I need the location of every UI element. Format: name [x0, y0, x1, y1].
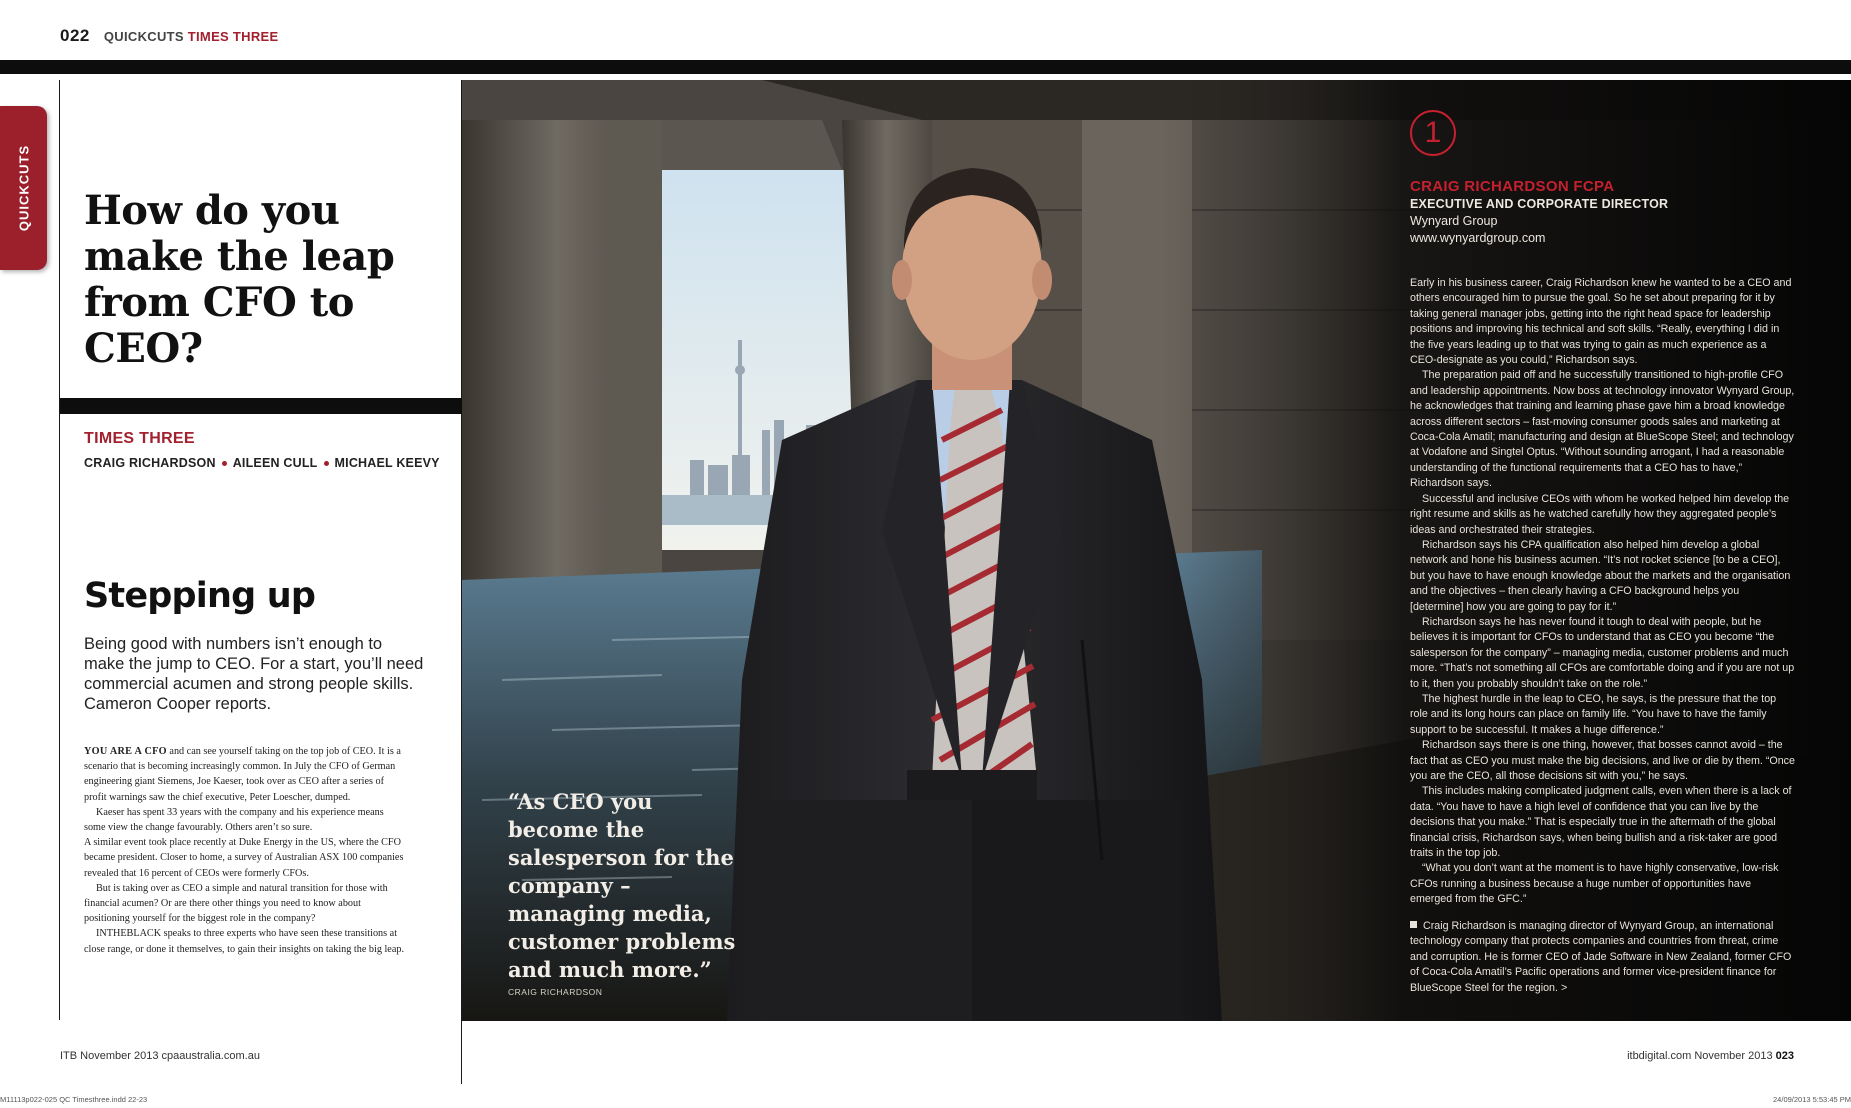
top-rule: [0, 60, 1851, 74]
profile-number-badge: 1: [1410, 110, 1456, 156]
footer-right: [1627, 1050, 1794, 1062]
continue-arrow-icon: >: [1560, 981, 1568, 994]
feature-headline: How do you make the leap from CFO to CEO?: [84, 187, 395, 372]
body-paragraph: YOU ARE A CFO and can see yourself taking on the top job of CEO. It is a scenario that is becoming increasingly common. In July the CFO of German engineering giant Siemens, Joe Kaeser, took over as CEO after a series of profit warnings saw the chief executive, Peter Loescher, dumped.: [84, 746, 401, 803]
pull-quote-attribution: CRAIG RICHARDSON: [508, 987, 603, 997]
body-lead: YOU ARE A CFO: [84, 746, 167, 757]
profile-paragraph: The highest hurdle in the leap to CEO, he says, is the pressure that the top role and its long hours can place on family life. “You have to have the family support to be successful. It makes a huge difference.”: [1410, 692, 1777, 736]
profile-paragraph: Early in his business career, Craig Richardson knew he wanted to be a CEO and others encouraged him to pursue the goal. So he set about preparing for it by taking general manager jobs, getting into the right head space for leadership positions and improving his technical and soft skills. “Really, everything I did in the five years leading up to that was trying to gain as much experience as a CEO-designate as you could,” Richardson says.: [1410, 277, 1792, 367]
quickcuts-tab: [0, 106, 47, 270]
body-paragraph: INTHEBLACK speaks to three experts who have seen these transitions at close range, or done it themselves, to gain their insights on taking the big leap.: [84, 928, 404, 955]
profile-paragraph: Successful and inclusive CEOs with whom he worked helped him develop the right resume and skills as he watched carefully how they aggregated people’s ideas and orchestrated their strategies.: [1410, 492, 1790, 536]
profile-paragraph: “What you don’t want at the moment is to have highly conservative, low-risk CFOs running a business because a huge number of opportunities have emerged from the GFC.”: [1410, 862, 1779, 906]
profile-role: EXECUTIVE AND CORPORATE DIRECTOR: [1410, 197, 1669, 211]
bullet-dot: [324, 461, 329, 466]
profile-url[interactable]: www.wynyardgroup.com: [1410, 231, 1546, 245]
people-line: [84, 456, 440, 470]
series-label: TIMES THREE: [84, 430, 195, 447]
left-column-rule: [59, 80, 60, 1020]
profile-name: CRAIG RICHARDSON FCPA: [1410, 178, 1615, 195]
bio-text: Craig Richardson is managing director of Wynyard Group, an international technology company that protects companies and countries from threat, crime and corruption. He is former CEO of Jade Software in New Zealand, former CFO of Coca-Cola Amatil’s Pacific operations and former vice-president finance for BlueScope Steel for the region.: [1410, 920, 1792, 994]
section-label: [104, 29, 279, 44]
quickcuts-tab-label: QUICKCUTS: [16, 144, 31, 232]
person-name: CRAIG RICHARDSON: [84, 456, 216, 470]
print-slug-right: 24/09/2013 5:53:45 PM: [1773, 1095, 1851, 1104]
person-name: AILEEN CULL: [232, 456, 318, 470]
profile-paragraph: Richardson says there is one thing, however, that bosses cannot avoid – the fact that as CEO you must make the big decisions, and live or die by them. “Once you are the CEO, all those decisions sit with you,” he says.: [1410, 739, 1795, 782]
article-title: Stepping up: [84, 576, 316, 616]
body-paragraph: But is taking over as CEO a simple and natural transition for those with financial acumen? Or are there other things you need to know about positioning yourself for the biggest role in the company?: [84, 882, 388, 925]
profile-bio: [1410, 919, 1795, 996]
profile-paragraph: The preparation paid off and he successfully transitioned to high-profile CFO and leadership appointments. Now boss at technology innovator Wynyard Group, he acknowledges that training and learning phase gave him a broad knowledge across different sectors – fast-moving consumer goods sales and marketing at Coca-Cola Amatil; manufacturing and design at BlueScope Steel; and technology at Vodafone and Singtel Optus. “Without sounding arrogant, I had a reasonable understanding of the functional requirements that a CEO has to have,” Richardson says.: [1410, 369, 1795, 490]
page-header: [60, 26, 278, 50]
section-accent: TIMES THREE: [187, 29, 279, 44]
bullet-dot: [222, 461, 227, 466]
profile-body: [1410, 276, 1795, 908]
profile-paragraph: This includes making complicated judgment calls, even when there is a lack of data. “You have to have a high level of confidence that you can live by the decisions that you make.” That is especially true in the aftermath of the global financial crisis, Richardson says, when being bullish and a risk-taker are good traits in the top job.: [1410, 785, 1792, 860]
article-body: [84, 744, 404, 957]
footer-right-text: itbdigital.com November 2013: [1627, 1050, 1776, 1062]
page-number: 022: [60, 26, 90, 45]
section-name: QUICKCUTS: [103, 29, 184, 44]
profile-paragraph: Richardson says he has never found it tough to deal with people, but he believes it is important for CFOs to understand that as CEO you become “the salesperson for the company” – managing media, customer problems and much more. “That’s not something all CFOs are comfortable doing and if you are not up to it, then you probably shouldn’t take on the role.”: [1410, 615, 1795, 690]
standfirst: Being good with numbers isn’t enough to make the jump to CEO. For a start, you’ll need commercial acumen and strong people skills. Cameron Cooper reports.: [84, 635, 424, 713]
body-paragraph: A similar event took place recently at Duke Energy in the US, where the CFO became president. Closer to home, a survey of Australian ASX 100 companies revealed that 16 percent of CEOs were formerly CFOs.: [84, 837, 404, 879]
footer-page-number: 023: [1775, 1050, 1794, 1062]
body-paragraph: Kaeser has spent 33 years with the company and his experience means some view the change favourably. Others aren’t so sure.: [84, 806, 384, 834]
profile-paragraph: Richardson says his CPA qualification also helped him develop a global network and hone his business acumen. “It’s not rocket science [to be a CEO], but you have to have enough knowledge about the markets and the organisation and the objectives – then clearly having a CFO background helps you [determine] how you are going to pay for it.”: [1410, 538, 1791, 613]
pull-quote: “As CEO you become the salesperson for the company – managing media, customer problems and much more.”: [508, 789, 736, 982]
headline-rule: [60, 398, 462, 414]
person-name: MICHAEL KEEVY: [334, 456, 440, 470]
bio-marker-icon: [1410, 921, 1417, 928]
profile-company: Wynyard Group: [1410, 214, 1498, 228]
footer-left: ITB November 2013 cpaaustralia.com.au: [60, 1050, 260, 1062]
print-slug-left: M11113p022-025 QC Timesthree.indd 22-23: [0, 1095, 148, 1104]
